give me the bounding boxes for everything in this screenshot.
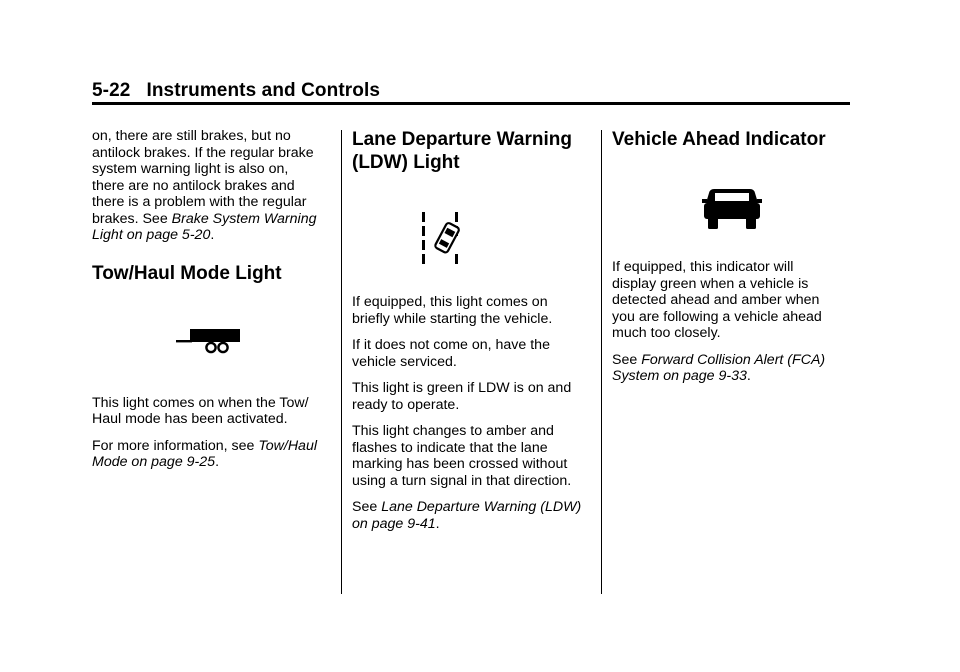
tow-haul-trailer-icon (176, 327, 242, 361)
ldw-ref[interactable]: Lane Departure Warning (LDW) (381, 499, 582, 515)
tow-haul-paragraph-2: For more information, see Tow/Haul Mode on page 9-25. (92, 437, 317, 470)
column-2 (352, 128, 592, 542)
section-title: Instruments and Controls (146, 80, 381, 101)
tow-haul-heading: Tow/Haul Mode Light (92, 262, 282, 284)
ldw-paragraph-1: If equipped, this light comes on briefly while starting the vehicle. (352, 294, 553, 327)
ldw-paragraph-4: This light changes to amber and flashes to indicate that the lane marking has been crossed without using a turn signal in that direction. (352, 423, 572, 489)
page-header (92, 80, 380, 102)
brake-system-warning-ref[interactable]: Brake System Warning (171, 210, 317, 227)
vehicle-ahead-car-icon (702, 185, 762, 233)
vehicle-ahead-paragraph-2: See Forward Collision Alert (FCA) System on page 9-33. (612, 351, 826, 384)
ldw-ref-cont[interactable]: on page 9-41 (352, 515, 436, 532)
continued-paragraph: on, there are still brakes, but no antilock brakes. If the regular brake system warning light is also on, there are no antilock brakes and there is a problem with the regular brakes. See Brake System Warning Light on page 5-20. (92, 128, 317, 243)
column-3 (612, 128, 852, 395)
ldw-paragraph-2: If it does not come on, have the vehicle serviced. (352, 337, 550, 370)
fca-ref-cont[interactable]: System on page 9-33 (612, 368, 747, 384)
vehicle-ahead-heading: Vehicle Ahead Indicator (612, 129, 826, 150)
brake-system-warning-ref-cont[interactable]: Light on page 5-20 (92, 227, 211, 243)
page-number: 5-22 (92, 80, 131, 101)
column-divider-2 (601, 130, 602, 594)
tow-haul-mode-ref[interactable]: Tow/Haul (258, 437, 317, 454)
column-1 (92, 128, 332, 481)
tow-haul-paragraph-1: This light comes on when the Tow/ Haul mode has been activated. (92, 394, 309, 427)
ldw-paragraph-5: See Lane Departure Warning (LDW) on page 9-41. (352, 499, 582, 532)
tow-haul-mode-ref-cont[interactable]: Mode on page 9-25 (92, 454, 216, 470)
ldw-paragraph-3: This light is green if LDW is on and ready to operate. (352, 380, 572, 413)
column-divider-1 (341, 130, 342, 594)
fca-ref[interactable]: Forward Collision Alert (FCA) (641, 351, 826, 368)
header-rule (92, 102, 850, 105)
vehicle-ahead-paragraph-1: If equipped, this indicator will display green when a vehicle is detected ahead and amber when you are following a vehicle ahead much too closely. (612, 259, 822, 341)
lane-departure-warning-icon (422, 212, 462, 264)
ldw-heading: Lane Departure Warning (LDW) Light (352, 129, 572, 173)
